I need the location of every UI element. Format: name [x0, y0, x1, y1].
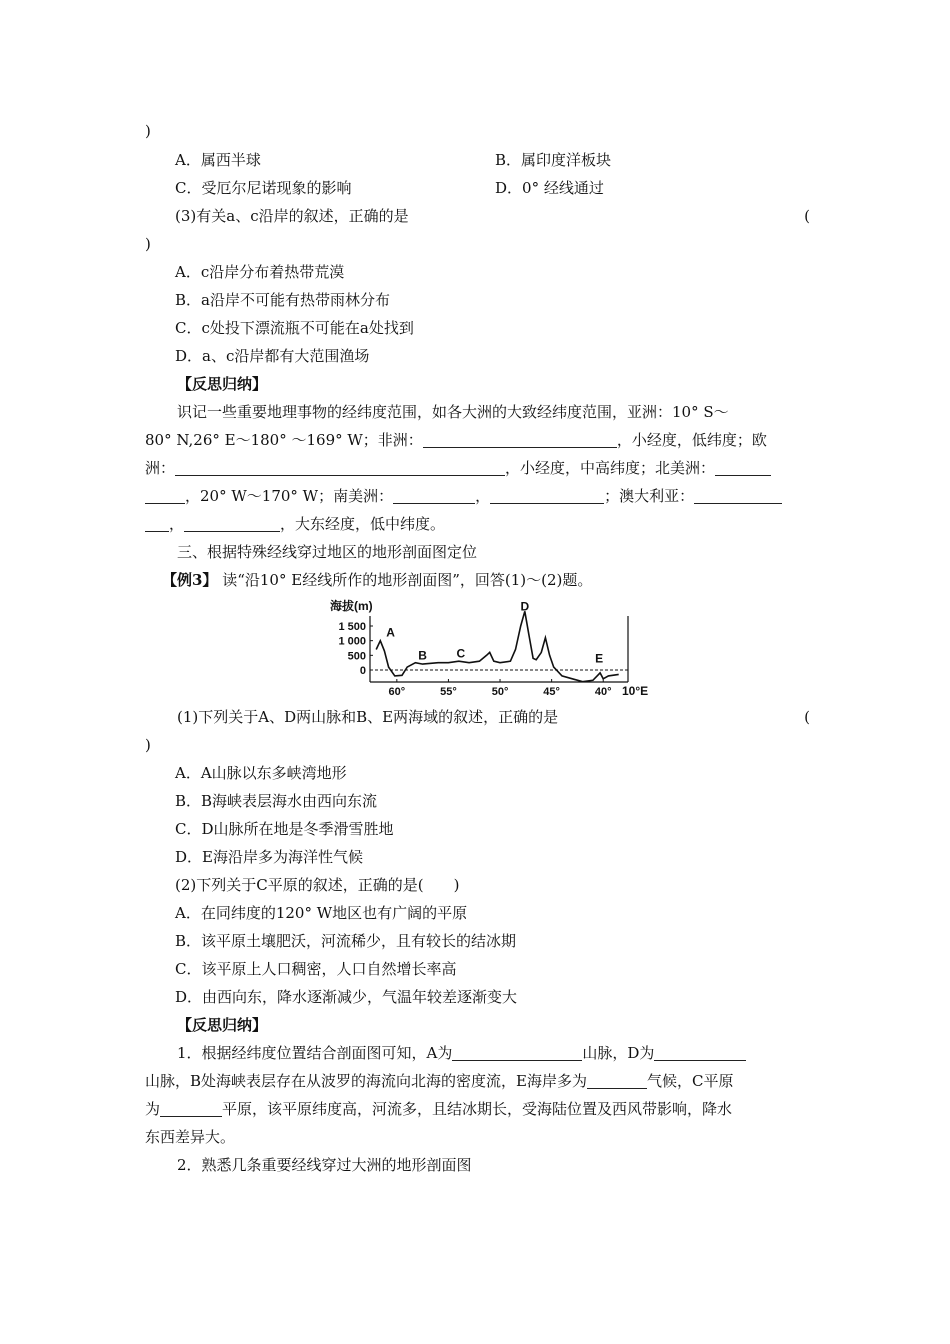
- reflect2-text: 平原，该平原纬度高，河流多，且结冰期长，受海陆位置及西风带影响，降水: [222, 1100, 733, 1118]
- q3-option-d[interactable]: D．a、c沿岸都有大范围渔场: [175, 347, 370, 365]
- blank-australia-3[interactable]: [184, 513, 280, 532]
- annotation-label-c: C: [456, 646, 466, 661]
- x-tick-label: 40°: [594, 686, 612, 698]
- q32-option-a[interactable]: A．在同纬度的120° W地区也有广阔的平原: [175, 904, 468, 922]
- q2-options-row1: [175, 146, 810, 174]
- reflect1-text: ，小经度，低纬度；欧: [616, 431, 767, 449]
- reflect1-text: ，: [169, 515, 185, 533]
- terrain-profile-svg: [328, 592, 658, 700]
- reflect1-text: ，: [475, 487, 491, 505]
- blank-mountain-a[interactable]: [452, 1042, 582, 1061]
- example3-line: [162, 566, 810, 594]
- blank-australia-1[interactable]: [694, 485, 782, 504]
- q3-stem: (3)有关a、c沿岸的叙述，正确的是: [175, 207, 409, 225]
- reflect2-text: 山脉，D为: [582, 1044, 655, 1062]
- blank-australia-2[interactable]: [145, 513, 169, 532]
- reflect1-text: 80° N,26° E～180° ～169° W；非洲：: [145, 431, 423, 449]
- reflect1-text: ；澳大利亚：: [604, 487, 695, 505]
- y-tick-label: 1 000: [338, 635, 366, 648]
- reflect1-text: ，20° W～170° W；南美洲：: [185, 487, 394, 505]
- q31-option-d[interactable]: D．E海沿岸多为海洋性气候: [175, 848, 363, 866]
- blank-north-america-1[interactable]: [715, 457, 771, 476]
- y-tick-label: 0: [359, 665, 366, 677]
- terrain-profile-line: [376, 611, 619, 681]
- annotation-label-e: E: [595, 651, 604, 666]
- q3-option-b[interactable]: B．a沿岸不可能有热带雨林分布: [175, 291, 390, 309]
- blank-plain-c[interactable]: [160, 1098, 222, 1117]
- q2-option-a[interactable]: A．属西半球: [175, 151, 261, 169]
- q2-paren-close: ): [145, 122, 151, 140]
- blank-south-america-2[interactable]: [490, 485, 604, 504]
- q31-stem-line: [177, 703, 810, 731]
- annotation-label-a: A: [386, 625, 395, 640]
- blank-mountain-d[interactable]: [654, 1042, 746, 1061]
- q31-option-c[interactable]: C．D山脉所在地是冬季滑雪胜地: [175, 820, 394, 838]
- q32-stem: (2)下列关于C平原的叙述，正确的是( ): [175, 876, 460, 894]
- reflect2-heading: 【反思归纳】: [177, 1016, 268, 1034]
- reflect1-text: ，小经度，中高纬度；北美洲：: [505, 459, 716, 477]
- x-axis-label: 10°E: [622, 684, 649, 698]
- reflect1-line4: [145, 482, 810, 510]
- reflect2-line3: [145, 1095, 810, 1123]
- blank-climate-e[interactable]: [587, 1070, 647, 1089]
- reflect1-line1: 识记一些重要地理事物的经纬度范围，如各大洲的大致经纬度范围，亚洲：10° S～: [177, 403, 729, 421]
- q2-option-c[interactable]: C．受厄尔尼诺现象的影响: [175, 179, 352, 197]
- reflect2-text: 1．根据经纬度位置结合剖面图可知，A为: [177, 1044, 453, 1062]
- q32-option-c[interactable]: C．该平原上人口稠密，人口自然增长率高: [175, 960, 457, 978]
- x-tick-label: 60°: [388, 686, 406, 698]
- q31-option-b[interactable]: B．B海峡表层海水由西向东流: [175, 792, 378, 810]
- reflect2-text: 山脉，B处海峡表层存在从波罗的海流向北海的密度流，E海岸多为: [145, 1072, 587, 1090]
- reflect1-heading: 【反思归纳】: [177, 375, 268, 393]
- blank-africa[interactable]: [423, 429, 617, 448]
- q31-option-a[interactable]: A．A山脉以东多峡湾地形: [175, 764, 347, 782]
- q31-stem: (1)下列关于A、D两山脉和B、E两海域的叙述，正确的是: [177, 708, 559, 726]
- q32-option-b[interactable]: B．该平原土壤肥沃，河流稀少，且有较长的结冰期: [175, 932, 517, 950]
- example3-text: 读“沿10° E经线所作的地形剖面图”，回答(1)～(2)题。: [222, 571, 593, 589]
- reflect1-line5: [145, 510, 810, 538]
- q31-answer-paren[interactable]: (: [804, 708, 810, 726]
- y-tick-label: 1 500: [338, 621, 366, 633]
- q2-option-d[interactable]: D．0° 经线通过: [495, 179, 604, 197]
- reflect1-text: ，大东经度，低中纬度。: [280, 515, 446, 533]
- x-tick-label: 45°: [543, 686, 560, 698]
- reflect2-text: 为: [145, 1100, 161, 1118]
- reflect1-text: 洲：: [145, 459, 176, 477]
- reflect2-line1: [177, 1039, 810, 1067]
- blank-north-america-2[interactable]: [145, 485, 185, 504]
- y-tick-label: 500: [347, 650, 366, 663]
- x-tick-label: 55°: [440, 686, 457, 698]
- q3-option-c[interactable]: C．c处投下漂流瓶不可能在a处找到: [175, 319, 414, 337]
- q3-option-a[interactable]: A．c沿岸分布着热带荒漠: [175, 263, 345, 281]
- reflect2-line5: 2．熟悉几条重要经线穿过大洲的地形剖面图: [177, 1156, 472, 1174]
- q3-stem-line: [175, 202, 810, 230]
- terrain-profile-chart: [328, 592, 658, 700]
- blank-south-america-1[interactable]: [393, 485, 475, 504]
- section3-title: 三、根据特殊经线穿过地区的地形剖面图定位: [177, 543, 478, 561]
- q3-paren-close: ): [145, 235, 151, 253]
- q3-answer-paren[interactable]: (: [804, 207, 810, 225]
- reflect1-line2: [145, 426, 810, 454]
- x-tick-label: 50°: [491, 686, 509, 698]
- y-axis-label: 海拔(m): [330, 599, 373, 613]
- q32-option-d[interactable]: D．由西向东，降水逐渐减少，气温年较差逐渐变大: [175, 988, 518, 1006]
- reflect2-line4: 东西差异大。: [145, 1128, 236, 1146]
- blank-europe[interactable]: [175, 457, 505, 476]
- reflect1-line3: [145, 454, 810, 482]
- q31-paren-close: ): [145, 736, 151, 754]
- q2-options-row2: [175, 174, 810, 202]
- annotation-label-b: B: [418, 648, 427, 663]
- example3-label: 【例3】: [162, 571, 218, 589]
- reflect2-line2: [145, 1067, 810, 1095]
- reflect2-text: 气候，C平原: [646, 1072, 734, 1090]
- q2-option-b[interactable]: B．属印度洋板块: [495, 151, 612, 169]
- annotation-label-d: D: [520, 599, 530, 614]
